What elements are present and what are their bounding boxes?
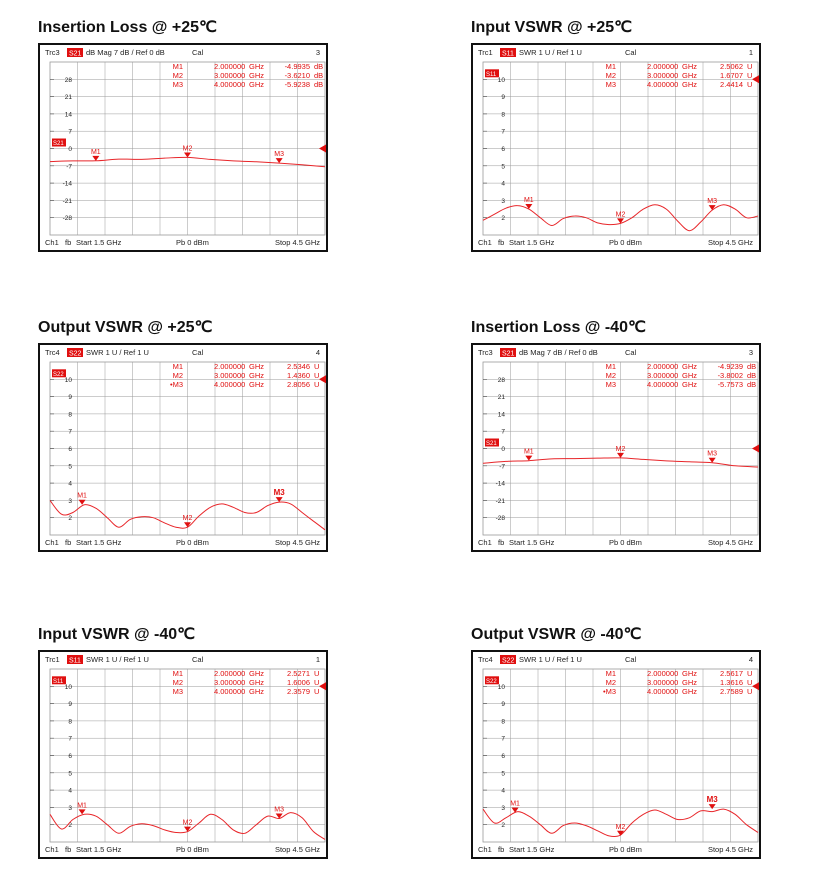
marker-triangle-icon (92, 156, 99, 161)
marker-label: M1 (523, 448, 534, 456)
marker-readout-vunit: U (747, 687, 753, 696)
y-tick-label: -21 (495, 497, 505, 505)
footer-power: Pb 0 dBm (176, 238, 209, 247)
marker-readout-vunit: U (747, 62, 753, 71)
marker-readout-vunit: U (747, 678, 753, 687)
marker-readout-value: 1.3616 (720, 678, 743, 687)
y-tick-label: -14 (62, 180, 72, 188)
trace-id-label: Trc4 (478, 655, 493, 664)
footer-fb: fb (65, 845, 72, 854)
y-tick-label: 9 (68, 394, 72, 402)
footer-power: Pb 0 dBm (176, 845, 209, 854)
analyzer-screen (38, 43, 328, 252)
y-tick-label: 5 (68, 770, 72, 778)
marker-readout-name: M1 (605, 669, 616, 678)
marker-readout-vunit: U (747, 80, 753, 89)
marker-triangle-icon (276, 158, 283, 163)
marker-readout-unit: GHz (682, 62, 697, 71)
format-scale-label: SWR 1 U / Ref 1 U (519, 48, 582, 57)
y-tick-label: 6 (68, 753, 72, 760)
footer-start: Start 1.5 GHz (76, 538, 122, 547)
marker-label: M3 (707, 198, 718, 206)
reference-arrow-icon (319, 682, 326, 690)
footer-start: Start 1.5 GHz (76, 845, 122, 854)
analyzer-screen (38, 650, 328, 859)
marker-label: M2 (182, 145, 193, 153)
y-tick-label: 21 (64, 94, 72, 102)
marker-triangle-icon (709, 205, 716, 210)
marker-readout-unit: GHz (682, 371, 697, 380)
chart-title: Input VSWR @ +25℃ (471, 19, 633, 36)
footer-power: Pb 0 dBm (609, 238, 642, 247)
marker-readout-name: M1 (605, 62, 616, 71)
marker-readout-unit: GHz (682, 380, 697, 389)
marker-readout-value: -5.9238 (284, 80, 310, 89)
marker-readout-vunit: U (314, 371, 320, 380)
marker-readout-name: •M3 (169, 380, 183, 389)
marker-readout-vunit: dB (747, 371, 757, 380)
marker-readout-freq: 2.000000 (214, 669, 246, 678)
chart-panel (471, 17, 761, 252)
marker-readout-vunit: dB (314, 71, 324, 80)
y-tick-label: 14 (64, 111, 72, 119)
y-tick-label: 14 (497, 411, 505, 419)
marker-label: M3 (706, 795, 718, 805)
marker-readout-value: -3.8002 (717, 371, 743, 380)
format-scale-label: dB Mag 7 dB / Ref 0 dB (519, 348, 598, 357)
marker-readout-name: M1 (172, 362, 183, 371)
marker-readout-unit: GHz (249, 362, 264, 371)
marker-readout-name: •M3 (602, 687, 616, 696)
y-tick-label: 10 (64, 683, 72, 691)
y-tick-label: 3 (501, 804, 505, 812)
channel-number: 1 (748, 48, 753, 57)
y-tick-label: 6 (68, 446, 72, 453)
y-tick-label: 9 (501, 701, 505, 709)
marker-label: M2 (182, 819, 193, 827)
marker-readout-freq: 2.000000 (647, 362, 679, 371)
y-tick-label: 3 (68, 804, 72, 812)
param-label: S21 (69, 50, 82, 58)
reference-arrow-icon (752, 75, 759, 83)
ref-badge-label: S11 (53, 678, 64, 685)
marker-triangle-icon (709, 458, 716, 463)
y-tick-label: 5 (501, 770, 505, 778)
marker-readout-value: 2.5346 (287, 362, 310, 371)
marker-readout-unit: GHz (249, 71, 264, 80)
marker-readout-unit: GHz (249, 380, 264, 389)
marker-readout-freq: 3.000000 (647, 678, 679, 687)
y-tick-label: -21 (62, 197, 72, 205)
marker-readout-vunit: U (314, 687, 320, 696)
y-tick-label: 4 (68, 787, 72, 795)
marker-readout-vunit: U (314, 678, 320, 687)
marker-readout-unit: GHz (249, 678, 264, 687)
chart-panel (38, 17, 328, 252)
ref-badge-label: S11 (486, 71, 497, 78)
marker-readout-freq: 4.000000 (214, 380, 246, 389)
marker-readout-freq: 2.000000 (647, 669, 679, 678)
marker-readout-name: M1 (172, 669, 183, 678)
cal-label: Cal (192, 655, 204, 664)
trace-id-label: Trc4 (45, 348, 60, 357)
format-scale-label: SWR 1 U / Ref 1 U (519, 655, 582, 664)
footer-power: Pb 0 dBm (176, 538, 209, 547)
y-tick-label: 10 (64, 376, 72, 384)
marker-readout-name: M2 (605, 678, 616, 687)
marker-label: M3 (274, 806, 285, 814)
y-tick-label: 5 (68, 463, 72, 471)
marker-triangle-icon (276, 497, 283, 502)
marker-readout-value: 2.5617 (720, 669, 743, 678)
marker-readout-freq: 3.000000 (214, 371, 246, 380)
footer-channel: Ch1 (45, 845, 59, 854)
chart-panel (38, 624, 328, 859)
y-tick-label: 8 (68, 718, 72, 726)
ref-badge-label: S21 (486, 441, 497, 447)
footer-start: Start 1.5 GHz (509, 538, 555, 547)
y-tick-label: 6 (501, 753, 505, 760)
marker-readout-freq: 3.000000 (214, 678, 246, 687)
y-tick-label: 8 (68, 411, 72, 419)
y-tick-label: 6 (501, 146, 505, 153)
param-label: S22 (502, 657, 515, 665)
format-scale-label: dB Mag 7 dB / Ref 0 dB (86, 48, 165, 57)
chart-title: Input VSWR @ -40℃ (38, 626, 196, 643)
y-tick-label: -28 (495, 515, 505, 523)
marker-readout-vunit: U (314, 380, 320, 389)
y-tick-label: 2 (68, 515, 72, 523)
y-tick-label: 9 (68, 701, 72, 709)
marker-readout-unit: GHz (682, 687, 697, 696)
marker-readout-freq: 3.000000 (647, 71, 679, 80)
marker-triangle-icon (79, 500, 86, 505)
param-label: S22 (69, 350, 82, 358)
y-tick-label: 10 (497, 76, 505, 84)
y-tick-label: 2 (68, 822, 72, 830)
marker-readout-freq: 4.000000 (647, 687, 679, 696)
y-tick-label: 2 (501, 822, 505, 830)
marker-triangle-icon (184, 827, 191, 832)
marker-readout-freq: 2.000000 (214, 362, 246, 371)
y-tick-label: 9 (501, 94, 505, 102)
chart-svg (40, 45, 326, 250)
marker-readout-value: 2.3579 (287, 687, 310, 696)
y-tick-label: 7 (68, 428, 72, 436)
analyzer-screen (471, 650, 761, 859)
format-scale-label: SWR 1 U / Ref 1 U (86, 348, 149, 357)
marker-readout-name: M1 (605, 362, 616, 371)
marker-readout-vunit: U (747, 669, 753, 678)
footer-stop: Stop 4.5 GHz (274, 538, 320, 547)
marker-label: M1 (90, 148, 101, 156)
marker-readout-freq: 4.000000 (214, 687, 246, 696)
marker-readout-freq: 3.000000 (214, 71, 246, 80)
y-tick-label: 7 (501, 428, 505, 436)
chart-title: Insertion Loss @ +25℃ (38, 19, 217, 36)
marker-label: M2 (615, 211, 626, 219)
reference-arrow-icon (319, 375, 326, 383)
y-tick-label: 28 (64, 76, 72, 84)
y-tick-label: 4 (501, 180, 505, 188)
marker-label: M2 (182, 515, 193, 523)
param-label: S11 (69, 657, 81, 665)
marker-readout-unit: GHz (682, 669, 697, 678)
y-tick-label: 21 (497, 394, 505, 402)
marker-triangle-icon (617, 453, 624, 458)
y-tick-label: 28 (497, 376, 505, 384)
footer-power: Pb 0 dBm (609, 538, 642, 547)
marker-triangle-icon (184, 522, 191, 527)
footer-channel: Ch1 (478, 845, 492, 854)
footer-stop: Stop 4.5 GHz (274, 238, 320, 247)
marker-readout-freq: 4.000000 (647, 80, 679, 89)
cal-label: Cal (625, 348, 637, 357)
y-tick-label: 3 (68, 497, 72, 505)
marker-triangle-icon (709, 804, 716, 809)
cal-label: Cal (625, 655, 637, 664)
marker-readout-freq: 2.000000 (647, 62, 679, 71)
ref-badge-label: S21 (53, 141, 64, 147)
marker-readout-unit: GHz (249, 687, 264, 696)
analyzer-screen (38, 343, 328, 552)
footer-fb: fb (498, 538, 505, 547)
channel-number: 3 (748, 348, 753, 357)
channel-number: 4 (748, 655, 753, 664)
marker-readout-value: 2.4414 (720, 80, 743, 89)
marker-readout-vunit: dB (747, 380, 757, 389)
cal-label: Cal (625, 48, 637, 57)
marker-label: M1 (77, 802, 87, 810)
marker-readout-value: -3.6210 (284, 71, 310, 80)
cal-label: Cal (192, 348, 204, 357)
footer-stop: Stop 4.5 GHz (707, 538, 753, 547)
y-tick-label: 4 (68, 480, 72, 488)
trace-id-label: Trc3 (45, 48, 60, 57)
chart-title: Output VSWR @ +25℃ (38, 319, 213, 336)
analyzer-screen (471, 343, 761, 552)
marker-readout-name: M2 (172, 678, 183, 687)
marker-readout-value: 1.6707 (720, 71, 743, 80)
marker-readout-value: 2.5271 (287, 669, 310, 678)
y-tick-label: -7 (66, 163, 72, 171)
analyzer-screen (471, 43, 761, 252)
marker-label: M1 (510, 800, 520, 808)
marker-readout-vunit: dB (747, 362, 757, 371)
footer-power: Pb 0 dBm (609, 845, 642, 854)
chart-svg (40, 652, 326, 857)
channel-number: 3 (315, 48, 320, 57)
footer-start: Start 1.5 GHz (509, 238, 555, 247)
marker-readout-name: M3 (605, 80, 616, 89)
y-tick-label: 5 (501, 163, 505, 171)
marker-readout-value: 1.6006 (287, 678, 310, 687)
y-tick-label: -28 (62, 215, 72, 223)
reference-arrow-icon (319, 145, 326, 153)
y-tick-label: 3 (501, 197, 505, 205)
marker-label: M2 (615, 823, 626, 831)
marker-readout-name: M2 (172, 71, 183, 80)
marker-readout-value: 2.5062 (720, 62, 743, 71)
y-tick-label: -7 (499, 463, 505, 471)
marker-label: M1 (77, 492, 87, 500)
marker-readout-freq: 4.000000 (647, 380, 679, 389)
cal-label: Cal (192, 48, 204, 57)
footer-start: Start 1.5 GHz (76, 238, 122, 247)
chart-title: Output VSWR @ -40℃ (471, 626, 642, 643)
channel-number: 4 (315, 348, 320, 357)
marker-readout-vunit: dB (314, 62, 324, 71)
marker-readout-unit: GHz (249, 669, 264, 678)
footer-fb: fb (498, 845, 505, 854)
chart-panel (471, 317, 761, 552)
marker-label: M3 (273, 488, 285, 498)
chart-svg (473, 652, 759, 857)
marker-readout-name: M3 (172, 687, 183, 696)
y-tick-label: 10 (497, 683, 505, 691)
y-tick-label: 2 (501, 215, 505, 223)
marker-triangle-icon (79, 809, 86, 814)
ref-badge-label: S22 (486, 678, 497, 685)
marker-triangle-icon (184, 152, 191, 157)
footer-stop: Stop 4.5 GHz (707, 238, 753, 247)
marker-readout-value: 1.4360 (287, 371, 310, 380)
marker-readout-vunit: U (314, 669, 320, 678)
marker-readout-value: 2.7589 (720, 687, 743, 696)
marker-readout-freq: 3.000000 (647, 371, 679, 380)
y-tick-label: 4 (501, 787, 505, 795)
footer-stop: Stop 4.5 GHz (274, 845, 320, 854)
marker-label: M3 (274, 151, 285, 159)
marker-readout-name: M2 (172, 371, 183, 380)
marker-readout-name: M3 (605, 380, 616, 389)
channel-number: 1 (315, 655, 320, 664)
y-tick-label: 7 (501, 735, 505, 743)
footer-fb: fb (65, 238, 72, 247)
marker-readout-unit: GHz (249, 62, 264, 71)
marker-readout-unit: GHz (682, 71, 697, 80)
chart-title: Insertion Loss @ -40℃ (471, 319, 646, 336)
y-tick-label: 8 (501, 111, 505, 119)
marker-label: M2 (615, 445, 626, 453)
trace-id-label: Trc3 (478, 348, 493, 357)
chart-panel (471, 624, 761, 859)
marker-label: M1 (523, 197, 534, 205)
marker-label: M3 (707, 450, 718, 458)
marker-triangle-icon (525, 456, 532, 461)
trace-id-label: Trc1 (478, 48, 493, 57)
marker-readout-vunit: U (314, 362, 320, 371)
y-tick-label: 0 (501, 446, 505, 453)
y-tick-label: 8 (501, 718, 505, 726)
param-label: S11 (502, 50, 514, 58)
footer-stop: Stop 4.5 GHz (707, 845, 753, 854)
marker-readout-value: 2.8056 (287, 380, 310, 389)
chart-svg (473, 345, 759, 550)
trace-id-label: Trc1 (45, 655, 60, 664)
marker-readout-value: -4.9239 (717, 362, 743, 371)
footer-fb: fb (498, 238, 505, 247)
marker-readout-unit: GHz (682, 362, 697, 371)
footer-channel: Ch1 (45, 238, 59, 247)
marker-readout-value: -4.9935 (284, 62, 310, 71)
marker-readout-value: -5.7573 (717, 380, 743, 389)
reference-arrow-icon (752, 682, 759, 690)
y-tick-label: 7 (68, 735, 72, 743)
footer-channel: Ch1 (45, 538, 59, 547)
marker-readout-unit: GHz (249, 371, 264, 380)
marker-readout-name: M1 (172, 62, 183, 71)
marker-readout-unit: GHz (682, 80, 697, 89)
format-scale-label: SWR 1 U / Ref 1 U (86, 655, 149, 664)
param-label: S21 (502, 350, 515, 358)
footer-channel: Ch1 (478, 538, 492, 547)
footer-fb: fb (65, 538, 72, 547)
footer-channel: Ch1 (478, 238, 492, 247)
ref-badge-label: S22 (53, 371, 64, 378)
chart-svg (40, 345, 326, 550)
marker-readout-freq: 2.000000 (214, 62, 246, 71)
marker-readout-name: M2 (605, 371, 616, 380)
reference-arrow-icon (752, 445, 759, 453)
y-tick-label: 7 (68, 128, 72, 136)
y-tick-label: 7 (501, 128, 505, 136)
chart-svg (473, 45, 759, 250)
y-tick-label: -14 (495, 480, 505, 488)
marker-readout-freq: 4.000000 (214, 80, 246, 89)
marker-readout-unit: GHz (249, 80, 264, 89)
marker-readout-vunit: dB (314, 80, 324, 89)
chart-panel (38, 317, 328, 552)
marker-readout-unit: GHz (682, 678, 697, 687)
marker-readout-name: M3 (172, 80, 183, 89)
marker-readout-vunit: U (747, 71, 753, 80)
footer-start: Start 1.5 GHz (509, 845, 555, 854)
marker-readout-name: M2 (605, 71, 616, 80)
y-tick-label: 0 (68, 146, 72, 153)
